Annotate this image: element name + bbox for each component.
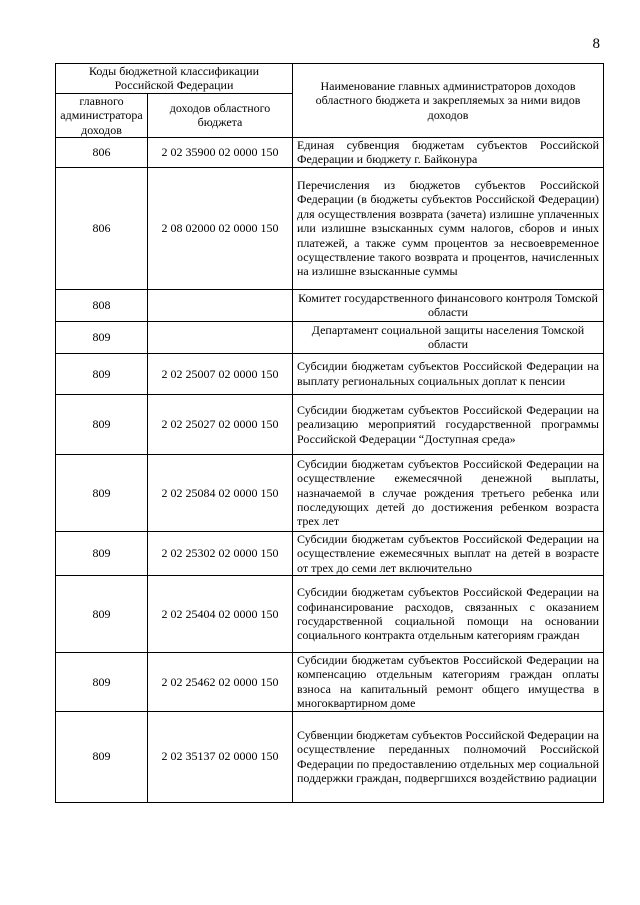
table-row [56, 576, 604, 653]
income-code-cell: 2 02 25302 02 0000 150 [148, 531, 293, 575]
table-body [56, 138, 604, 803]
admin-code-cell: 809 [56, 576, 148, 653]
admin-code-cell: 806 [56, 167, 148, 289]
income-code-cell: 2 02 25007 02 0000 150 [148, 353, 293, 394]
page-number: 8 [592, 36, 600, 52]
header-income-column: доходов областного бюджета [148, 93, 293, 137]
income-name-cell: Субвенции бюджетам субъектов Российской Федерации на осуществление переданных полномочий Российской Федерации по предоставлению отдельных мер социальной поддержки граждан, подвергшихся воздействию радиации [293, 711, 604, 802]
admin-code-cell: 809 [56, 711, 148, 802]
admin-code-cell: 809 [56, 653, 148, 712]
income-name-cell: Субсидии бюджетам субъектов Российской Федерации на софинансирование расходов, связанных с оказанием государственной социальной помощи на основании социального контракта отдельным категориям граждан [293, 576, 604, 653]
table-row [56, 321, 604, 353]
income-code-cell: 2 02 35900 02 0000 150 [148, 138, 293, 168]
admin-code-cell: 808 [56, 289, 148, 321]
income-name-cell: Субсидии бюджетам субъектов Российской Федерации на компенсацию отдельным категориям граждан оплаты взноса на капитальный ремонт общего имущества в многоквартирном доме [293, 653, 604, 712]
header-codes-group: Коды бюджетной классификации Российской Федерации [56, 64, 293, 94]
administrator-name-cell: Департамент социальной защиты населения Томской области [293, 321, 604, 353]
table-row [56, 138, 604, 168]
income-name-cell: Субсидии бюджетам субъектов Российской Федерации на выплату региональных социальных доплат к пенсии [293, 353, 604, 394]
table-row [56, 167, 604, 289]
admin-code-cell: 809 [56, 321, 148, 353]
admin-code-cell: 809 [56, 353, 148, 394]
header-name-column: Наименование главных администраторов доходов областного бюджета и закрепляемых за ними видов доходов [293, 64, 604, 138]
administrator-name-cell: Комитет государственного финансового контроля Томской области [293, 289, 604, 321]
table-row [56, 353, 604, 394]
income-name-cell: Единая субвенция бюджетам субъектов Российской Федерации и бюджету г. Байконура [293, 138, 604, 168]
table-header-row [56, 64, 604, 94]
income-name-cell: Субсидии бюджетам субъектов Российской Федерации на осуществление ежемесячных выплат на детей в возрасте от трех до семи лет включительно [293, 531, 604, 575]
income-name-cell: Субсидии бюджетам субъектов Российской Федерации на реализацию мероприятий государственной программы Российской Федерации “Доступная среда» [293, 394, 604, 454]
income-code-cell [148, 289, 293, 321]
income-code-cell: 2 02 25027 02 0000 150 [148, 394, 293, 454]
table-row [56, 289, 604, 321]
header-admin-column: главного администратора доходов [56, 93, 148, 137]
income-code-cell: 2 02 25462 02 0000 150 [148, 653, 293, 712]
table-row [56, 653, 604, 712]
income-code-cell: 2 02 25404 02 0000 150 [148, 576, 293, 653]
income-code-cell: 2 02 35137 02 0000 150 [148, 711, 293, 802]
table-row [56, 394, 604, 454]
table-row [56, 454, 604, 531]
admin-code-cell: 806 [56, 138, 148, 168]
table-row [56, 711, 604, 802]
admin-code-cell: 809 [56, 531, 148, 575]
income-name-cell: Субсидии бюджетам субъектов Российской Федерации на осуществление ежемесячной денежной выплаты, назначаемой в случае рождения третьего ребенка или последующих детей до достижения ребенком возраста трех лет [293, 454, 604, 531]
income-code-cell [148, 321, 293, 353]
admin-code-cell: 809 [56, 454, 148, 531]
income-code-cell: 2 08 02000 02 0000 150 [148, 167, 293, 289]
budget-classification-table [55, 63, 604, 803]
table-row [56, 531, 604, 575]
income-code-cell: 2 02 25084 02 0000 150 [148, 454, 293, 531]
income-name-cell: Перечисления из бюджетов субъектов Российской Федерации (в бюджеты субъектов Российской Федерации) для осуществления возврата (зачета) излишне уплаченных или излишне взысканных сумм налогов, сборов и иных платежей, а также сумм процентов за несвоевременное осуществление такого возврата и процентов, начисленных на излишне взысканные суммы [293, 167, 604, 289]
admin-code-cell: 809 [56, 394, 148, 454]
